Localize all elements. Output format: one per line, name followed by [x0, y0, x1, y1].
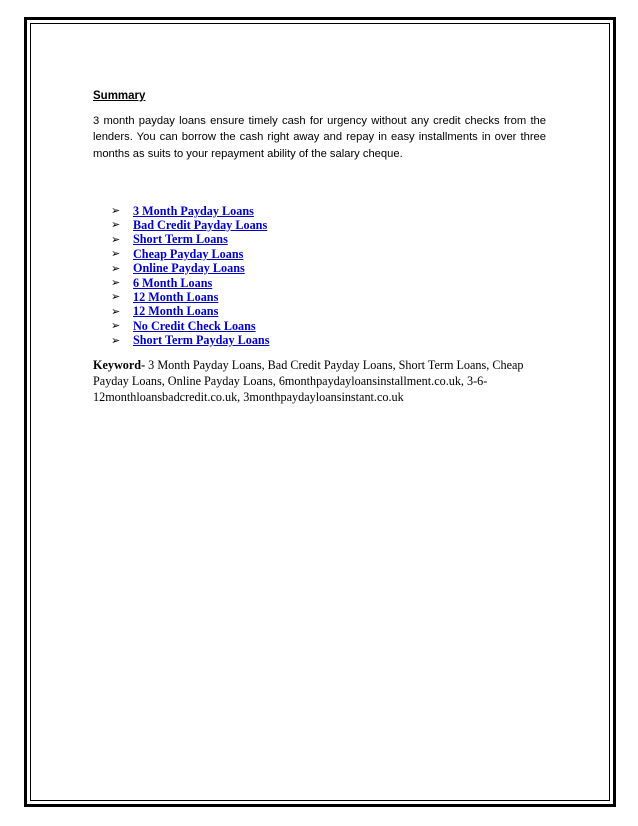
link-6-month-loans[interactable]: 6 Month Loans — [133, 275, 213, 290]
link-short-term-payday-loans[interactable]: Short Term Payday Loans — [133, 333, 270, 348]
link-online-payday-loans[interactable]: Online Payday Loans — [133, 261, 245, 276]
arrow-bullet-icon: ➢ — [111, 304, 121, 318]
list-item — [111, 276, 546, 290]
document-content — [93, 88, 546, 406]
list-item — [111, 305, 546, 319]
arrow-bullet-icon: ➢ — [111, 261, 121, 275]
list-item — [111, 247, 546, 261]
link-no-credit-check-loans[interactable]: No Credit Check Loans — [133, 318, 256, 333]
arrow-bullet-icon: ➢ — [111, 218, 121, 232]
arrow-bullet-icon: ➢ — [111, 276, 121, 290]
keyword-label: Keyword- — [93, 357, 146, 372]
summary-heading: Summary — [93, 90, 146, 102]
link-bad-credit-payday-loans[interactable]: Bad Credit Payday Loans — [133, 217, 268, 232]
list-item — [111, 290, 546, 304]
list-item — [111, 261, 546, 275]
arrow-bullet-icon: ➢ — [111, 204, 121, 218]
arrow-bullet-icon: ➢ — [111, 247, 121, 261]
link-3-month-payday-loans[interactable]: 3 Month Payday Loans — [133, 203, 254, 218]
link-12-month-loans[interactable]: 12 Month Loans — [133, 289, 219, 304]
loan-link-list — [93, 204, 546, 348]
arrow-bullet-icon: ➢ — [111, 333, 121, 347]
summary-paragraph: 3 month payday loans ensure timely cash for urgency without any credit checks from the lenders. You can borrow the cash right away and repay in easy installments in over three months as suits to your repayment ability of the salary cheque. — [93, 115, 546, 160]
keyword-text: 3 Month Payday Loans, Bad Credit Payday Loans, Short Term Loans, Cheap Payday Loans, Online Payday Loans, 6monthpaydayloansinstallment.co.uk, 3-6-12monthloansbadcredit.co.uk, 3monthpaydayloansinstant.co.uk — [93, 357, 524, 405]
list-item — [111, 218, 546, 232]
keyword-paragraph — [93, 357, 546, 406]
arrow-bullet-icon: ➢ — [111, 232, 121, 246]
list-item — [111, 319, 546, 333]
list-item — [111, 204, 546, 218]
list-item — [111, 333, 546, 347]
list-item — [111, 233, 546, 247]
link-cheap-payday-loans[interactable]: Cheap Payday Loans — [133, 246, 244, 261]
arrow-bullet-icon: ➢ — [111, 319, 121, 333]
link-12-month-loans-2[interactable]: 12 Month Loans — [133, 304, 219, 319]
link-short-term-loans[interactable]: Short Term Loans — [133, 232, 228, 247]
arrow-bullet-icon: ➢ — [111, 290, 121, 304]
